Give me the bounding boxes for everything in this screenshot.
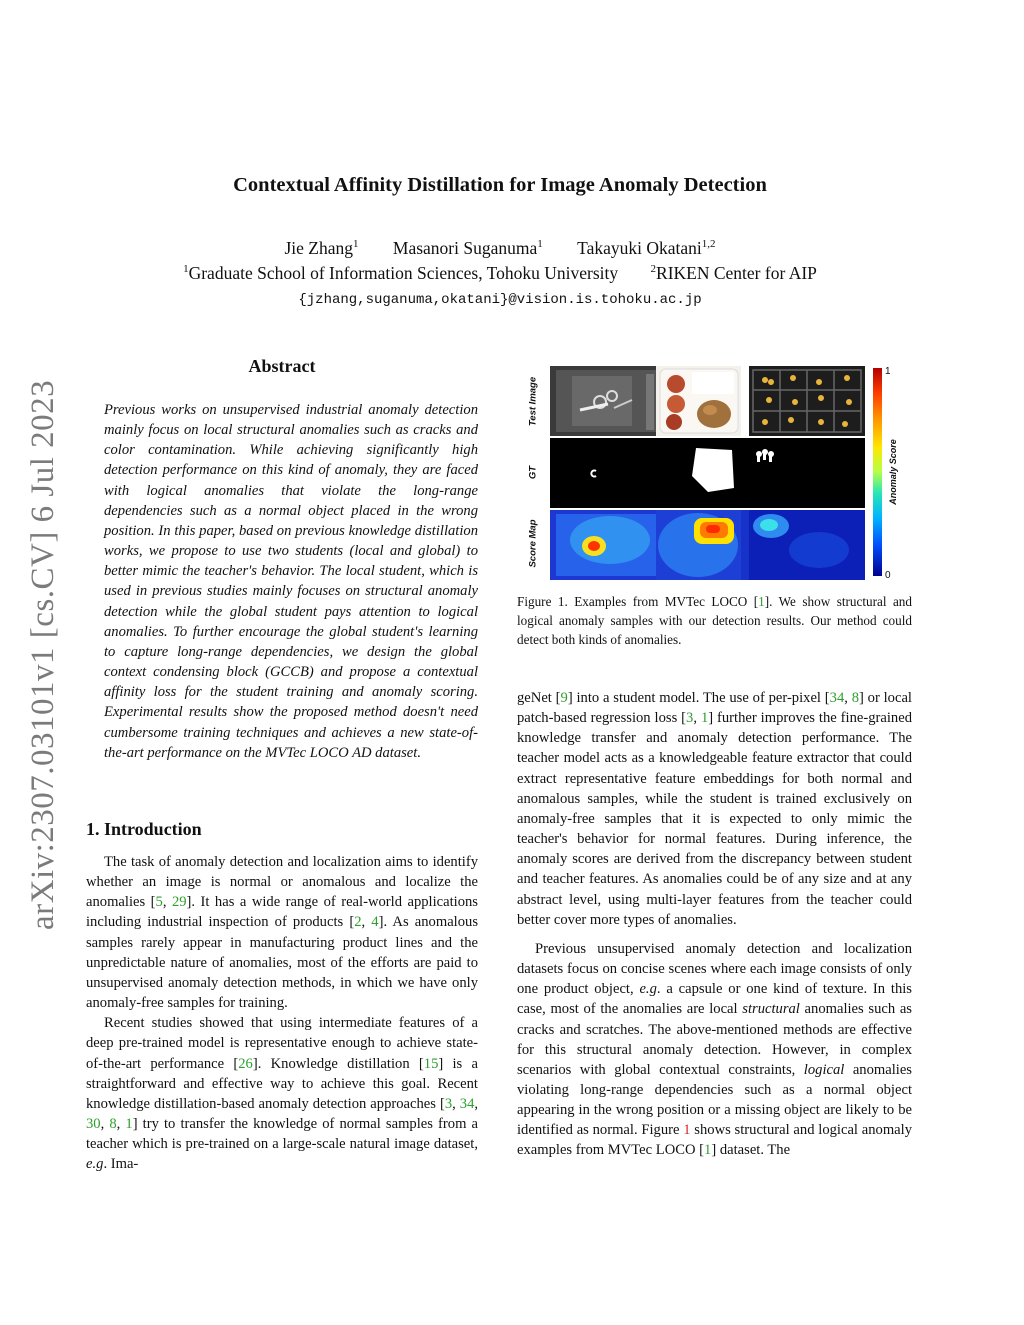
citation-link[interactable]: 29 — [171, 894, 187, 911]
citation-link[interactable]: 5 — [155, 894, 163, 911]
gt-mask-pushpins — [749, 438, 865, 508]
citation-link[interactable]: 34 — [459, 1095, 475, 1112]
abstract-heading: Abstract — [248, 356, 316, 376]
citation-link[interactable]: 3 — [444, 1095, 453, 1112]
citation-link[interactable]: 1 — [758, 594, 765, 609]
affiliation: $^2$RIKEN Center for AIP — [650, 263, 817, 283]
left-column-text — [86, 852, 478, 1175]
citation-link[interactable]: 8 — [109, 1116, 117, 1133]
score-map-pushpins — [749, 510, 865, 580]
gt-mask-screw-bag — [550, 438, 666, 508]
figure-1 — [528, 362, 918, 584]
citation-link[interactable]: 15 — [423, 1055, 439, 1072]
abstract-text: Previous works on unsupervised industrial anomaly detection mainly focus on local structural anomalies such as cracks and color contamination. While achieving significantly high detection performance on this kind of anomaly, they are faced with logical anomalies that violate the long-range dependencies such as a normal object placed in the wrong position. In this paper, based on previous knowledge distillation works, we propose to use two students (local and global) to better mimic the teacher's behavior. The local student, which is used in previous studies mainly focuses on structural anomaly detection while the global student pays attention to logical anomalies. To further encourage the global student's learning to capture long-range dependencies, we design the global context condensing block (GCCB) and propose a contextual affinity loss for the student training and anomaly scoring. Experimental results show the proposed method doesn't need cumbersome training techniques and achieves a new state-of-the-art performance on the MVTec LOCO AD dataset. — [104, 402, 478, 761]
paragraph: Recent studies showed that using intermediate features of a deep pre-trained model is representative enough to achieve state-of-the-art performance [26]. Knowledge distillation [15] is a straightforward and effective way to achieve this goal. Recent knowledge distillation-based anomaly detection approaches [3, 34, 30, 8, 1] try to transfer the knowledge of normal samples from a teacher which is pre-trained on a large-scale natural image dataset, e.g. Ima- — [86, 1015, 479, 1173]
paragraph: geNet [9] into a student model. The use of per-pixel [34, 8] or local patch-based regression loss [3, 1] further improves the fine-grained knowledge transfer and anomaly detection performance. The teacher model acts as a knowledgeable feature extractor that could extract representative feature embeddings for both normal and anomalous samples, while the student is trained exclusively on anomaly-free samples that it is expected to only mimic the teacher's behavior for normal features. During inference, the anomaly scores are derived from the discrepancy between student and teacher features. As anomalies could be of any size and at any abstract level, using multi-layer features from the teacher could better cover more types of anomalies. — [517, 690, 912, 928]
right-column-text — [517, 688, 912, 1161]
author-list — [0, 238, 1000, 259]
colorbar — [873, 368, 882, 576]
figure-1-caption: Figure 1. Examples from MVTec LOCO [1]. We show structural and logical anomaly samples with our detection results. Our method could detect both kinds of anomalies. — [517, 594, 912, 647]
citation-link[interactable]: 1 — [125, 1116, 133, 1133]
row-label-score-map: Score Map — [527, 519, 539, 568]
paper-title: Contextual Affinity Distillation for Image Anomaly Detection — [233, 174, 767, 196]
row-label-test-image: Test Image — [527, 376, 539, 427]
author: Masanori Suganuma$^1$ — [392, 238, 543, 258]
author: Jie Zhang$^1$ — [284, 238, 359, 258]
citation-link[interactable]: 2 — [354, 914, 362, 931]
paragraph: The task of anomaly detection and localization aims to identify whether an image is normal or anomalous and localize the anomalies [5, 29]. It has a wide range of real-world applications including industrial inspection of products [2, 4]. As anomalous samples rarely appear in manufacturing product lines and the unpredictable nature of anomalies, most of the efforts are paid to unsupervised anomaly detection methods, in which we have only anomaly-free samples for training. — [86, 854, 478, 1012]
citation-link[interactable]: 4 — [371, 914, 379, 931]
section-heading-introduction: 1. Introduction — [86, 819, 202, 839]
affiliation-list — [0, 263, 1000, 284]
citation-link[interactable]: 30 — [86, 1116, 101, 1133]
row-label-gt: GT — [527, 465, 539, 480]
test-image-pushpins — [749, 366, 865, 436]
colorbar-max-label: 1 — [885, 366, 891, 377]
arxiv-identifier: arXiv:2307.03101v1 [cs.CV] 6 Jul 2023 — [25, 379, 61, 930]
citation-link[interactable]: 34 — [829, 690, 845, 706]
abstract-body — [104, 400, 478, 763]
citation-link[interactable]: 1 — [704, 1142, 712, 1159]
colorbar-min-label: 0 — [885, 570, 891, 581]
author-email: {jzhang,suganuma,okatani}@vision.is.tohoku.ac.jp — [298, 292, 702, 308]
citation-link[interactable]: 8 — [851, 690, 859, 706]
affiliation: $^1$Graduate School of Information Sciences, Tohoku University — [183, 263, 619, 283]
citation-link[interactable]: 3 — [686, 710, 694, 727]
paragraph: Previous unsupervised anomaly detection and localization datasets focus on concise scenes where each image consists of only one product object, e.g. a capsule or one kind of texture. In this case, most of the anomalies are local structural anomalies such as cracks and scratches. The above-mentioned methods are effective for this structural anomaly detection. However, in complex scenarios with global contextual constraints, logical anomalies violating long-range dependencies such as a normal object appearing in the wrong position or a missing object are likely to be identified as normal. Figure 1 shows structural and logical anomaly examples from MVTec LOCO [1] dataset. The — [517, 940, 912, 1159]
score-map-screw-bag — [550, 510, 666, 580]
colorbar-title: Anomaly Score — [888, 439, 898, 505]
figure-reference-link[interactable]: 1 — [683, 1122, 691, 1139]
author: Takayuki Okatani$^{1,2}$ — [577, 238, 716, 258]
citation-link[interactable]: 26 — [238, 1055, 253, 1072]
citation-link[interactable]: 9 — [560, 690, 568, 706]
citation-link[interactable]: 1 — [700, 710, 709, 727]
test-image-screw-bag — [550, 366, 666, 436]
